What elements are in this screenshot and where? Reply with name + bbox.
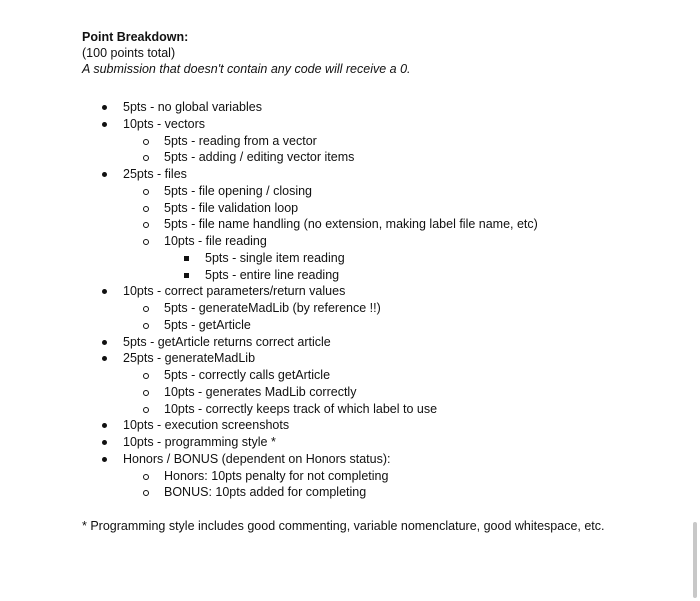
hollow-bullet-icon xyxy=(143,189,149,195)
list-item: 25pts - generateMadLib xyxy=(82,350,682,367)
list-item: 10pts - vectors xyxy=(82,116,682,133)
sub-list xyxy=(82,133,682,167)
list-item: 5pts - no global variables xyxy=(82,99,682,116)
list-item: Honors: 10pts penalty for not completing xyxy=(82,468,682,485)
list-item: 10pts - file reading xyxy=(82,233,682,250)
bullet-icon xyxy=(102,105,107,110)
list-item: 10pts - correctly keeps track of which label to use xyxy=(82,401,682,418)
list-item: 5pts - file opening / closing xyxy=(82,183,682,200)
hollow-bullet-icon xyxy=(143,474,149,480)
list-item: 25pts - files xyxy=(82,166,682,183)
scrollbar[interactable] xyxy=(693,522,697,598)
list-item: Honors / BONUS (dependent on Honors status): xyxy=(82,451,682,468)
bullet-icon xyxy=(102,340,107,345)
points-total: (100 points total) xyxy=(82,46,176,60)
list-item: 5pts - file validation loop xyxy=(82,200,682,217)
list-item: 5pts - getArticle returns correct article xyxy=(82,334,682,351)
sub-list xyxy=(82,468,682,502)
hollow-bullet-icon xyxy=(143,407,149,413)
hollow-bullet-icon xyxy=(143,490,149,496)
list-item: 10pts - execution screenshots xyxy=(82,417,682,434)
hollow-bullet-icon xyxy=(143,373,149,379)
sub-sub-list xyxy=(82,250,682,284)
bullet-icon xyxy=(102,356,107,361)
list-item: 10pts - generates MadLib correctly xyxy=(82,384,682,401)
hollow-bullet-icon xyxy=(143,390,149,396)
list-item: 5pts - adding / editing vector items xyxy=(82,149,682,166)
bullet-icon xyxy=(102,457,107,462)
square-bullet-icon xyxy=(184,256,189,261)
hollow-bullet-icon xyxy=(143,139,149,145)
hollow-bullet-icon xyxy=(143,155,149,161)
list-item: 5pts - getArticle xyxy=(82,317,682,334)
hollow-bullet-icon xyxy=(143,239,149,245)
list-item: 10pts - correct parameters/return values xyxy=(82,283,682,300)
list-item: BONUS: 10pts added for completing xyxy=(82,484,682,501)
hollow-bullet-icon xyxy=(143,222,149,228)
submission-note: A submission that doesn't contain any code will receive a 0. xyxy=(82,62,411,76)
square-bullet-icon xyxy=(184,273,189,278)
bullet-icon xyxy=(102,172,107,177)
list-item: 5pts - file name handling (no extension, making label file name, etc) xyxy=(82,216,682,233)
list-item: 5pts - single item reading xyxy=(82,250,682,267)
hollow-bullet-icon xyxy=(143,206,149,212)
sub-list xyxy=(82,300,682,334)
hollow-bullet-icon xyxy=(143,306,149,312)
bullet-icon xyxy=(102,289,107,294)
list-item: 10pts - programming style * xyxy=(82,434,682,451)
sub-list xyxy=(82,367,682,417)
list-item: 5pts - generateMadLib (by reference !!) xyxy=(82,300,682,317)
list-item: 5pts - correctly calls getArticle xyxy=(82,367,682,384)
footnote: * Programming style includes good commenting, variable nomenclature, good whitespace, etc. xyxy=(82,519,605,533)
bullet-icon xyxy=(102,423,107,428)
document-page xyxy=(82,29,682,534)
sub-list xyxy=(82,183,682,284)
point-list xyxy=(82,99,682,501)
bullet-icon xyxy=(102,440,107,445)
list-item: 5pts - reading from a vector xyxy=(82,133,682,150)
list-item: 5pts - entire line reading xyxy=(82,267,682,284)
page-title: Point Breakdown: xyxy=(82,30,189,44)
hollow-bullet-icon xyxy=(143,323,149,329)
bullet-icon xyxy=(102,122,107,127)
